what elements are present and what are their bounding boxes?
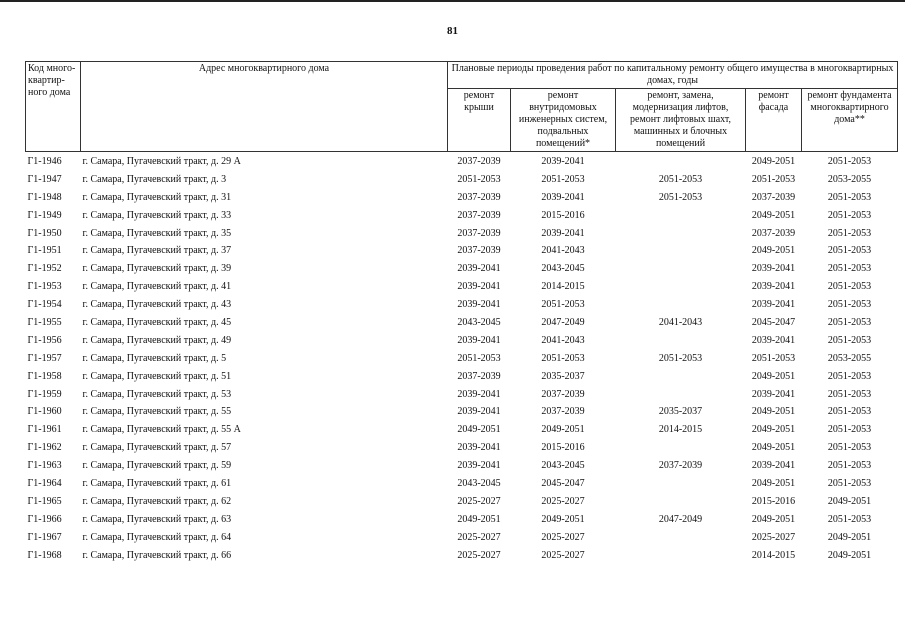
cell-address: г. Самара, Пугачевский тракт, д. 61	[82, 477, 232, 489]
cell-facade: 2039-2041	[751, 460, 796, 472]
table-row	[26, 171, 898, 189]
cell-engineering: 2037-2039	[541, 388, 585, 400]
cell-roof: 2039-2041	[457, 406, 501, 418]
cell-foundation: 2051-2053	[827, 424, 872, 436]
cell-facade: 2049-2051	[751, 245, 796, 257]
table-row	[26, 475, 898, 493]
cell-foundation: 2051-2053	[827, 191, 872, 203]
cell-code: Г1-1968	[27, 549, 62, 561]
cell-address: г. Самара, Пугачевский тракт, д. 37	[82, 245, 232, 257]
cell-elevators	[616, 493, 746, 511]
cell-address: г. Самара, Пугачевский тракт, д. 33	[82, 209, 232, 221]
cell-code: Г1-1967	[27, 531, 62, 543]
header-elevators: ремонт, замена, модернизация лифтов, ремонт лифтовых шахт, машинных и блочных помещений	[616, 89, 746, 152]
cell-elevators	[616, 260, 746, 278]
cell-foundation: 2051-2053	[827, 370, 872, 382]
cell-address: г. Самара, Пугачевский тракт, д. 66	[82, 549, 232, 561]
cell-engineering: 2051-2053	[541, 352, 585, 364]
cell-roof: 2037-2039	[457, 191, 501, 203]
cell-foundation: 2051-2053	[827, 442, 872, 454]
table-row	[26, 225, 898, 243]
header-facade: ремонт фасада	[746, 89, 802, 152]
cell-elevators: 2051-2053	[658, 173, 703, 185]
header-code: Код много-квартир-ного дома	[26, 62, 81, 152]
cell-code: Г1-1958	[27, 370, 62, 382]
cell-elevators	[616, 242, 746, 260]
table-row	[26, 350, 898, 368]
cell-foundation: 2049-2051	[827, 495, 872, 507]
cell-engineering: 2047-2049	[541, 316, 585, 328]
cell-foundation: 2051-2053	[827, 227, 872, 239]
cell-address: г. Самара, Пугачевский тракт, д. 55	[82, 406, 232, 418]
cell-roof: 2039-2041	[457, 299, 501, 311]
cell-address: г. Самара, Пугачевский тракт, д. 53	[82, 388, 232, 400]
cell-address: г. Самара, Пугачевский тракт, д. 31	[82, 191, 232, 203]
cell-facade: 2037-2039	[751, 191, 796, 203]
cell-engineering: 2025-2027	[541, 549, 585, 561]
cell-address: г. Самара, Пугачевский тракт, д. 63	[82, 513, 232, 525]
cell-foundation: 2051-2053	[827, 299, 872, 311]
cell-engineering: 2025-2027	[541, 531, 585, 543]
cell-facade: 2025-2027	[751, 531, 796, 543]
cell-facade: 2049-2051	[751, 442, 796, 454]
cell-roof: 2043-2045	[457, 477, 501, 489]
cell-engineering: 2039-2041	[541, 191, 585, 203]
cell-facade: 2014-2015	[751, 549, 796, 561]
table-row	[26, 260, 898, 278]
cell-foundation: 2051-2053	[827, 281, 872, 293]
cell-facade: 2039-2041	[751, 263, 796, 275]
cell-engineering: 2037-2039	[541, 406, 585, 418]
cell-address: г. Самара, Пугачевский тракт, д. 49	[82, 334, 232, 346]
cell-address: г. Самара, Пугачевский тракт, д. 29 А	[82, 155, 241, 167]
cell-elevators	[616, 475, 746, 493]
table-row	[26, 386, 898, 404]
cell-facade: 2049-2051	[751, 209, 796, 221]
cell-roof: 2037-2039	[457, 370, 501, 382]
cell-engineering: 2035-2037	[541, 370, 585, 382]
cell-facade: 2051-2053	[751, 173, 796, 185]
cell-elevators	[616, 439, 746, 457]
cell-code: Г1-1951	[27, 245, 62, 257]
cell-engineering: 2043-2045	[541, 263, 585, 275]
cell-roof: 2025-2027	[457, 531, 501, 543]
table-row	[26, 314, 898, 332]
cell-engineering: 2039-2041	[541, 155, 585, 167]
cell-facade: 2049-2051	[751, 406, 796, 418]
cell-elevators	[616, 296, 746, 314]
cell-facade: 2015-2016	[751, 495, 796, 507]
cell-foundation: 2051-2053	[827, 513, 872, 525]
table-row	[26, 457, 898, 475]
cell-code: Г1-1954	[27, 299, 62, 311]
cell-address: г. Самара, Пугачевский тракт, д. 35	[82, 227, 232, 239]
table-row	[26, 242, 898, 260]
cell-roof: 2039-2041	[457, 442, 501, 454]
cell-address: г. Самара, Пугачевский тракт, д. 62	[82, 495, 232, 507]
cell-engineering: 2041-2043	[541, 334, 585, 346]
cell-roof: 2039-2041	[457, 263, 501, 275]
cell-elevators	[616, 332, 746, 350]
cell-facade: 2039-2041	[751, 334, 796, 346]
cell-facade: 2049-2051	[751, 424, 796, 436]
table-row	[26, 529, 898, 547]
cell-roof: 2025-2027	[457, 495, 501, 507]
cell-foundation: 2053-2055	[827, 173, 872, 185]
table-row	[26, 421, 898, 439]
cell-code: Г1-1952	[27, 263, 62, 275]
cell-roof: 2051-2053	[457, 352, 501, 364]
cell-engineering: 2014-2015	[541, 281, 585, 293]
cell-engineering: 2039-2041	[541, 227, 585, 239]
table-row	[26, 493, 898, 511]
cell-address: г. Самара, Пугачевский тракт, д. 41	[82, 281, 232, 293]
cell-foundation: 2051-2053	[827, 388, 872, 400]
table-row	[26, 152, 898, 171]
cell-elevators	[616, 278, 746, 296]
table-row	[26, 278, 898, 296]
cell-address: г. Самара, Пугачевский тракт, д. 55 А	[82, 424, 241, 436]
cell-code: Г1-1965	[27, 495, 62, 507]
table-body	[26, 152, 898, 565]
cell-foundation: 2051-2053	[827, 263, 872, 275]
cell-foundation: 2049-2051	[827, 531, 872, 543]
table-row	[26, 368, 898, 386]
cell-code: Г1-1961	[27, 424, 62, 436]
cell-elevators	[616, 368, 746, 386]
cell-address: г. Самара, Пугачевский тракт, д. 57	[82, 442, 232, 454]
cell-roof: 2049-2051	[457, 424, 501, 436]
cell-elevators	[616, 529, 746, 547]
cell-foundation: 2051-2053	[827, 209, 872, 221]
cell-address: г. Самара, Пугачевский тракт, д. 43	[82, 299, 232, 311]
table-row	[26, 207, 898, 225]
cell-code: Г1-1966	[27, 513, 62, 525]
cell-address: г. Самара, Пугачевский тракт, д. 51	[82, 370, 232, 382]
cell-facade: 2037-2039	[751, 227, 796, 239]
table-row	[26, 511, 898, 529]
cell-engineering: 2015-2016	[541, 442, 585, 454]
cell-elevators: 2014-2015	[658, 424, 703, 436]
cell-facade: 2045-2047	[751, 316, 796, 328]
cell-foundation: 2051-2053	[827, 316, 872, 328]
cell-code: Г1-1950	[27, 227, 62, 239]
cell-code: Г1-1959	[27, 388, 62, 400]
cell-foundation: 2051-2053	[827, 155, 872, 167]
cell-foundation: 2051-2053	[827, 245, 872, 257]
cell-facade: 2049-2051	[751, 477, 796, 489]
cell-roof: 2037-2039	[457, 227, 501, 239]
cell-engineering: 2041-2043	[541, 245, 585, 257]
table-row	[26, 296, 898, 314]
cell-elevators	[616, 152, 746, 171]
cell-elevators	[616, 386, 746, 404]
page-number: 81	[447, 25, 458, 37]
cell-roof: 2037-2039	[457, 155, 501, 167]
cell-code: Г1-1957	[27, 352, 62, 364]
cell-roof: 2051-2053	[457, 173, 501, 185]
cell-facade: 2049-2051	[751, 370, 796, 382]
cell-engineering: 2045-2047	[541, 477, 585, 489]
cell-roof: 2043-2045	[457, 316, 501, 328]
cell-address: г. Самара, Пугачевский тракт, д. 59	[82, 460, 232, 472]
cell-facade: 2039-2041	[751, 299, 796, 311]
cell-code: Г1-1948	[27, 191, 62, 203]
cell-roof: 2039-2041	[457, 281, 501, 293]
cell-code: Г1-1962	[27, 442, 62, 454]
table-row	[26, 439, 898, 457]
cell-foundation: 2051-2053	[827, 406, 872, 418]
cell-facade: 2049-2051	[751, 513, 796, 525]
cell-code: Г1-1949	[27, 209, 62, 221]
cell-code: Г1-1956	[27, 334, 62, 346]
cell-code: Г1-1947	[27, 173, 62, 185]
cell-engineering: 2025-2027	[541, 495, 585, 507]
header-engineering: ремонт внутридомовых инженерных систем, подвальных помещений*	[511, 89, 616, 152]
top-border-line	[0, 0, 905, 2]
cell-roof: 2049-2051	[457, 513, 501, 525]
cell-code: Г1-1960	[27, 406, 62, 418]
cell-elevators	[616, 225, 746, 243]
cell-foundation: 2051-2053	[827, 460, 872, 472]
table-row	[26, 332, 898, 350]
cell-facade: 2039-2041	[751, 388, 796, 400]
cell-code: Г1-1955	[27, 316, 62, 328]
cell-engineering: 2051-2053	[541, 299, 585, 311]
cell-engineering: 2051-2053	[541, 173, 585, 185]
cell-foundation: 2049-2051	[827, 549, 872, 561]
cell-elevators	[616, 207, 746, 225]
cell-elevators: 2041-2043	[658, 316, 703, 328]
cell-roof: 2037-2039	[457, 245, 501, 257]
header-foundation: ремонт фундамента многоквартирного дома**	[802, 89, 898, 152]
cell-elevators: 2051-2053	[658, 352, 703, 364]
cell-roof: 2039-2041	[457, 460, 501, 472]
cell-code: Г1-1963	[27, 460, 62, 472]
cell-foundation: 2051-2053	[827, 334, 872, 346]
cell-roof: 2037-2039	[457, 209, 501, 221]
cell-code: Г1-1964	[27, 477, 62, 489]
table-row	[26, 547, 898, 565]
cell-engineering: 2049-2051	[541, 513, 585, 525]
cell-foundation: 2053-2055	[827, 352, 872, 364]
table-row	[26, 403, 898, 421]
cell-facade: 2051-2053	[751, 352, 796, 364]
cell-code: Г1-1946	[27, 155, 62, 167]
cell-roof: 2039-2041	[457, 334, 501, 346]
cell-roof: 2039-2041	[457, 388, 501, 400]
cell-elevators: 2035-2037	[658, 406, 703, 418]
cell-roof: 2025-2027	[457, 549, 501, 561]
cell-facade: 2049-2051	[751, 155, 796, 167]
cell-foundation: 2051-2053	[827, 477, 872, 489]
header-roof: ремонт крыши	[448, 89, 511, 152]
cell-address: г. Самара, Пугачевский тракт, д. 3	[82, 173, 227, 185]
cell-elevators: 2051-2053	[658, 191, 703, 203]
cell-elevators: 2047-2049	[658, 513, 703, 525]
cell-address: г. Самара, Пугачевский тракт, д. 5	[82, 352, 227, 364]
cell-elevators: 2037-2039	[658, 460, 703, 472]
cell-code: Г1-1953	[27, 281, 62, 293]
cell-address: г. Самара, Пугачевский тракт, д. 64	[82, 531, 232, 543]
cell-engineering: 2015-2016	[541, 209, 585, 221]
header-address: Адрес многоквартирного дома	[81, 62, 448, 152]
header-periods: Плановые периоды проведения работ по капитальному ремонту общего имущества в многоквартирных домах, годы	[448, 62, 898, 89]
cell-engineering: 2049-2051	[541, 424, 585, 436]
cell-address: г. Самара, Пугачевский тракт, д. 45	[82, 316, 232, 328]
cell-facade: 2039-2041	[751, 281, 796, 293]
cell-address: г. Самара, Пугачевский тракт, д. 39	[82, 263, 232, 275]
table-row	[26, 189, 898, 207]
cell-engineering: 2043-2045	[541, 460, 585, 472]
cell-elevators	[616, 547, 746, 565]
capital-repair-schedule-table	[25, 61, 898, 564]
